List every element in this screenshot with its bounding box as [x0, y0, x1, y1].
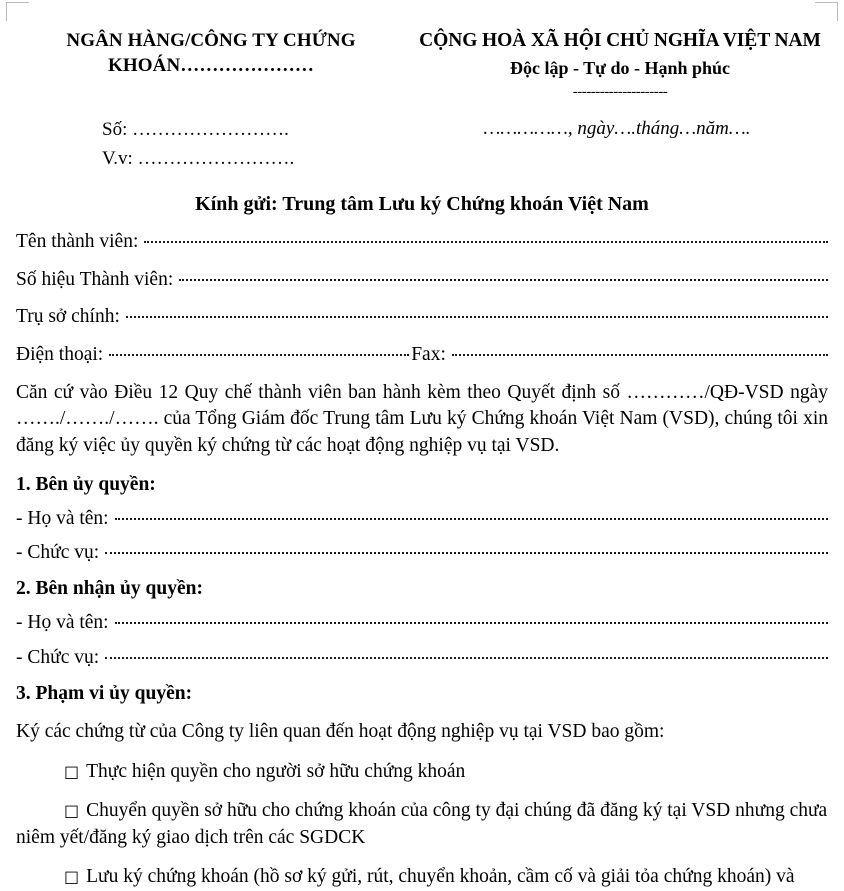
- document-number-line: Số: …………………….: [102, 118, 289, 140]
- section-3-heading: 3. Phạm vi ủy quyền:: [16, 683, 193, 705]
- section-1-heading: 1. Bên ủy quyền:: [16, 473, 156, 495]
- checkbox-empty-icon[interactable]: □: [64, 801, 80, 821]
- section-2-field-fullname: [16, 611, 828, 634]
- field-dotted-line[interactable]: [115, 518, 828, 520]
- national-motto: Độc lập - Tự do - Hạnh phúc: [509, 58, 731, 79]
- issuer-block: [16, 28, 406, 78]
- recipient-line: Kính gửi: Trung tâm Lưu ký Chứng khoán Việt Nam: [195, 193, 649, 216]
- field-label: Số hiệu Thành viên:: [16, 268, 174, 290]
- legal-basis-paragraph: Căn cứ vào Điều 12 Quy chế thành viên ban hành kèm theo Quyết định số …………/QĐ-VSD ngày ……./……./……. của Tổng Giám đốc Trung tâm Lưu ký Chứng khoán Việt Nam (VSD), chúng tôi xin đăng ký việc ủy quyền ký chứng từ các hoạt động nghiệp vụ tại VSD.: [16, 381, 828, 456]
- fax-dotted-line[interactable]: [452, 354, 828, 356]
- section-1-field-fullname: [16, 507, 828, 530]
- section-1-field-position: [16, 541, 828, 564]
- scope-checkbox-item-3[interactable]: [16, 864, 828, 891]
- field-dotted-line[interactable]: [105, 657, 828, 659]
- field-label: Điện thoại:: [16, 343, 104, 365]
- scope-checkbox-item-1[interactable]: [16, 759, 828, 786]
- field-label: - Chức vụ:: [16, 541, 100, 563]
- scope-item-label: Thực hiện quyền cho người sở hữu chứng khoán: [86, 760, 466, 782]
- field-label: Tên thành viên:: [16, 231, 139, 253]
- field-head-office: [16, 305, 828, 328]
- motto-underline-rule: ---------------------: [572, 83, 668, 100]
- scope-item-label: Chuyển quyền sở hữu cho chứng khoán của công ty đại chúng đã đăng ký tại VSD nhưng chưa niêm yết/đăng ký giao dịch trên các SGDCK: [16, 800, 828, 848]
- issuer-name: NGÂN HÀNG/CÔNG TY CHỨNG KHOÁN…………………: [66, 30, 356, 77]
- fax-label: Fax:: [411, 343, 446, 365]
- section-2-heading: 2. Bên nhận ủy quyền:: [16, 578, 203, 600]
- field-dotted-line[interactable]: [126, 316, 828, 318]
- field-dotted-line[interactable]: [115, 622, 828, 624]
- field-member-name: [16, 230, 828, 253]
- checkbox-empty-icon[interactable]: □: [64, 867, 80, 887]
- field-label: - Họ và tên:: [16, 507, 109, 529]
- document-header: [16, 28, 828, 100]
- field-dotted-line[interactable]: [105, 552, 828, 554]
- checkbox-empty-icon[interactable]: □: [64, 761, 80, 781]
- scope-checkbox-item-2[interactable]: [16, 798, 828, 851]
- scope-intro-paragraph: Ký các chứng từ của Công ty liên quan đến hoạt động nghiệp vụ tại VSD bao gồm:: [16, 721, 665, 743]
- scope-item-label: Lưu ký chứng khoán (hồ sơ ký gửi, rút, chuyển khoản, cầm cố và giải tỏa chứng khoán) và: [86, 866, 795, 888]
- national-heading-block: [412, 28, 828, 100]
- subject-line: V.v: …………………….: [102, 147, 295, 169]
- reference-and-date-row: [16, 116, 828, 174]
- field-label: Trụ sở chính:: [16, 306, 120, 328]
- phone-dotted-line[interactable]: [109, 354, 409, 356]
- reference-block: [16, 116, 406, 174]
- field-dotted-line[interactable]: [179, 279, 828, 281]
- field-label: - Họ và tên:: [16, 612, 109, 634]
- field-member-code: [16, 268, 828, 291]
- field-dotted-line[interactable]: [144, 241, 828, 243]
- country-name: CỘNG HOÀ XÃ HỘI CHỦ NGHĨA VIỆT NAM: [419, 30, 821, 51]
- section-2-field-position: [16, 646, 828, 669]
- field-phone-fax: [16, 343, 828, 366]
- place-and-date-line: ……………, ngày….tháng…năm….: [483, 117, 751, 139]
- field-label: - Chức vụ:: [16, 646, 100, 668]
